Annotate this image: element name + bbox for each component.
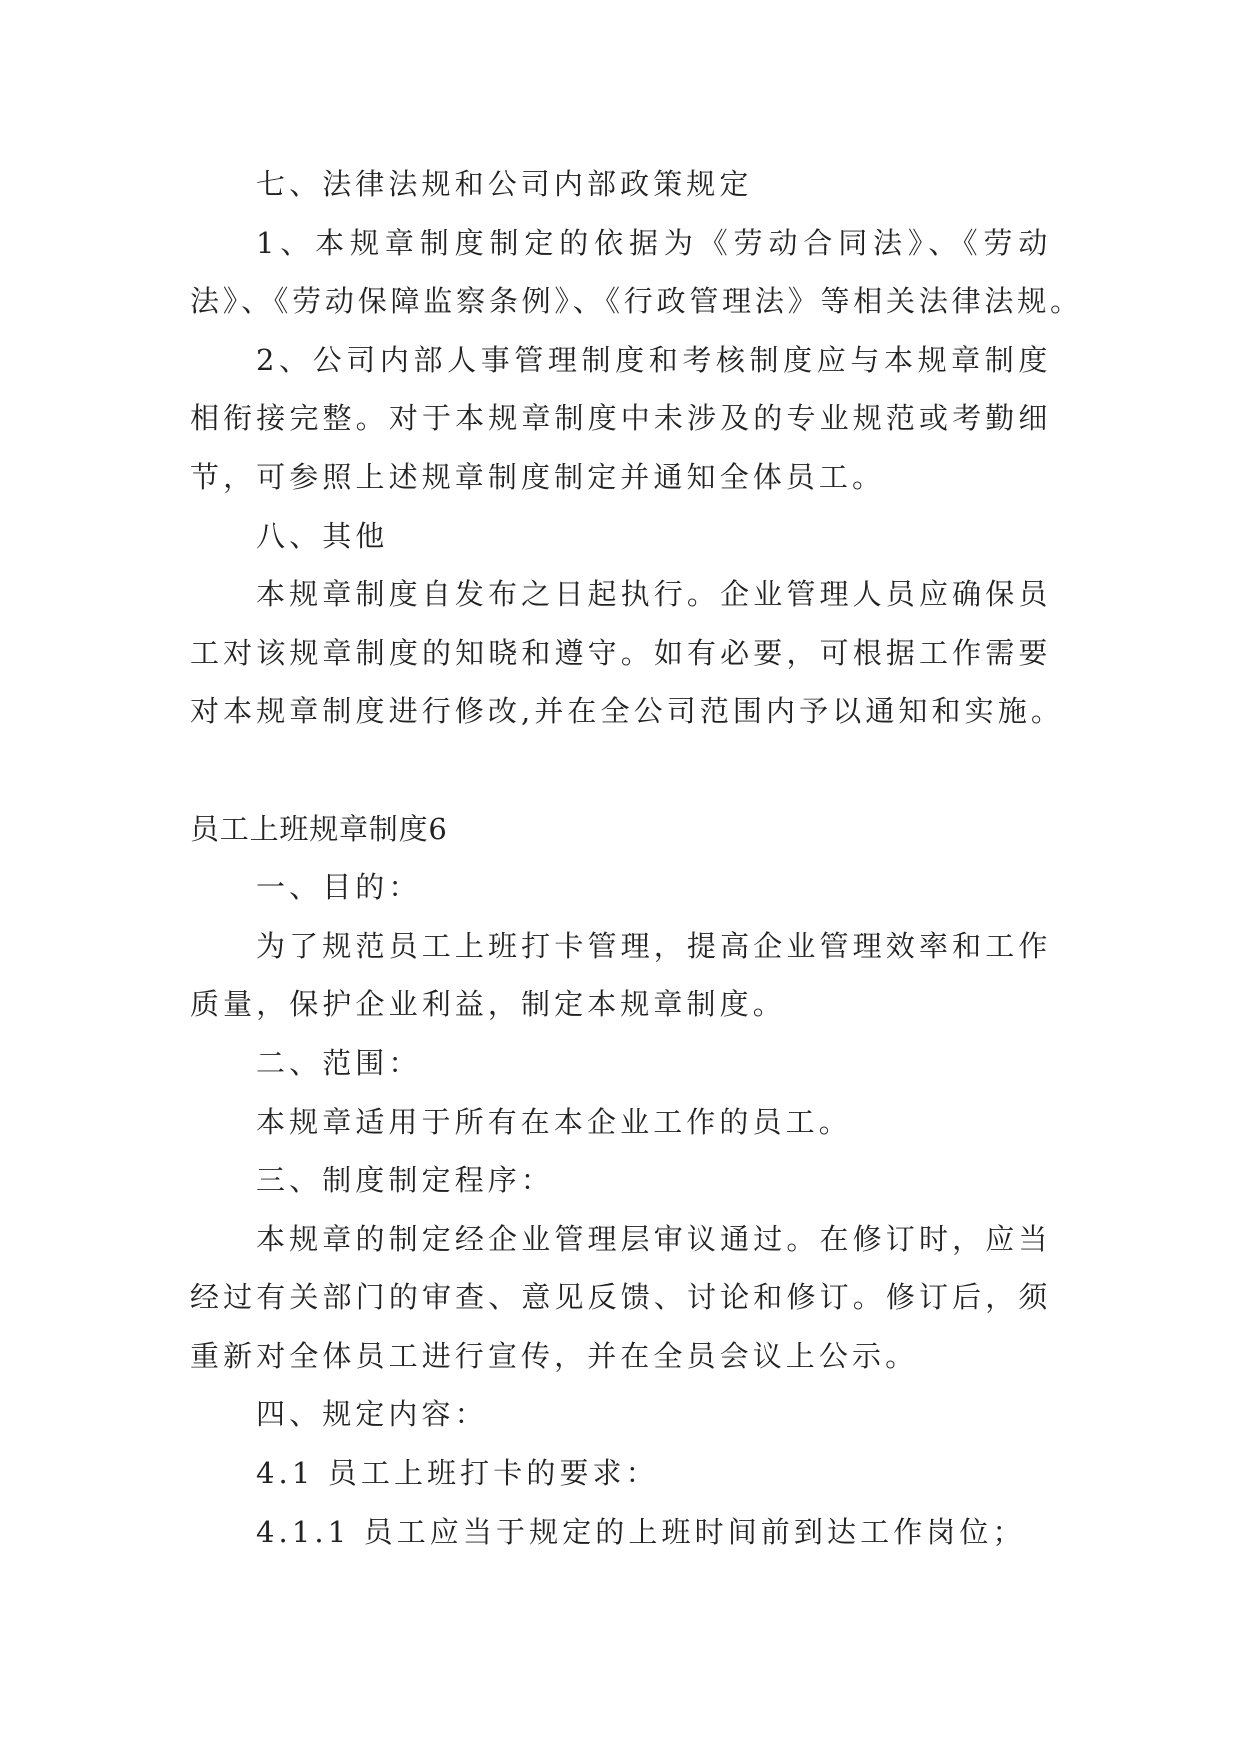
clause-1-line: 法》、《劳动保障监察条例》、《行政管理法》等相关法律法规。	[190, 284, 1079, 319]
procedure-heading: 三、制度制定程序：	[256, 1163, 554, 1198]
article-8-body-line: 对本规章制度进行修改,并在全公司范围内予以通知和实施。	[190, 694, 1064, 729]
procedure-body-line: 本规章的制定经企业管理层审议通过。在修订时，应当	[256, 1221, 1051, 1256]
scope-body-line: 本规章适用于所有在本企业工作的员工。	[256, 1104, 852, 1139]
clause-1-line: 1、本规章制度制定的依据为《劳动合同法》、《劳动	[256, 225, 1051, 260]
purpose-heading: 一、目的：	[256, 870, 422, 905]
section-spacer	[190, 741, 1051, 800]
article-7-heading: 七、法律法规和公司内部政策规定	[256, 167, 753, 201]
clause-4-1-1-line: 4.1.1 员工应当于规定的上班时间前到达工作岗位；	[256, 1514, 1026, 1549]
purpose-body-line: 质量，保护企业利益，制定本规章制度。	[190, 987, 786, 1022]
procedure-body-line: 经过有关部门的审查、意见反馈、讨论和修订。修订后，须	[190, 1280, 1051, 1315]
clause-4-1-line: 4.1 员工上班打卡的要求：	[256, 1456, 659, 1491]
article-8-body-line: 工对该规章制度的知晓和遵守。如有必要，可根据工作需要	[190, 635, 1051, 670]
clause-2-line: 节，可参照上述规章制度制定并通知全体员工。	[190, 459, 886, 494]
article-8-heading: 八、其他	[256, 518, 389, 553]
clause-2-line: 2、公司内部人事管理制度和考核制度应与本规章制度	[256, 342, 1051, 377]
document-body	[190, 155, 1079, 1561]
clause-2-line: 相衔接完整。对于本规章制度中未涉及的专业规范或考勤细	[190, 401, 1051, 436]
regulation-title: 员工上班规章制度6	[190, 811, 448, 846]
provisions-heading: 四、规定内容：	[256, 1397, 488, 1432]
procedure-body-line: 重新对全体员工进行宣传，并在全员会议上公示。	[190, 1338, 919, 1373]
purpose-body-line: 为了规范员工上班打卡管理，提高企业管理效率和工作	[256, 928, 1051, 963]
article-8-body-line: 本规章制度自发布之日起执行。企业管理人员应确保员	[256, 577, 1051, 612]
scope-heading: 二、范围：	[256, 1045, 422, 1080]
